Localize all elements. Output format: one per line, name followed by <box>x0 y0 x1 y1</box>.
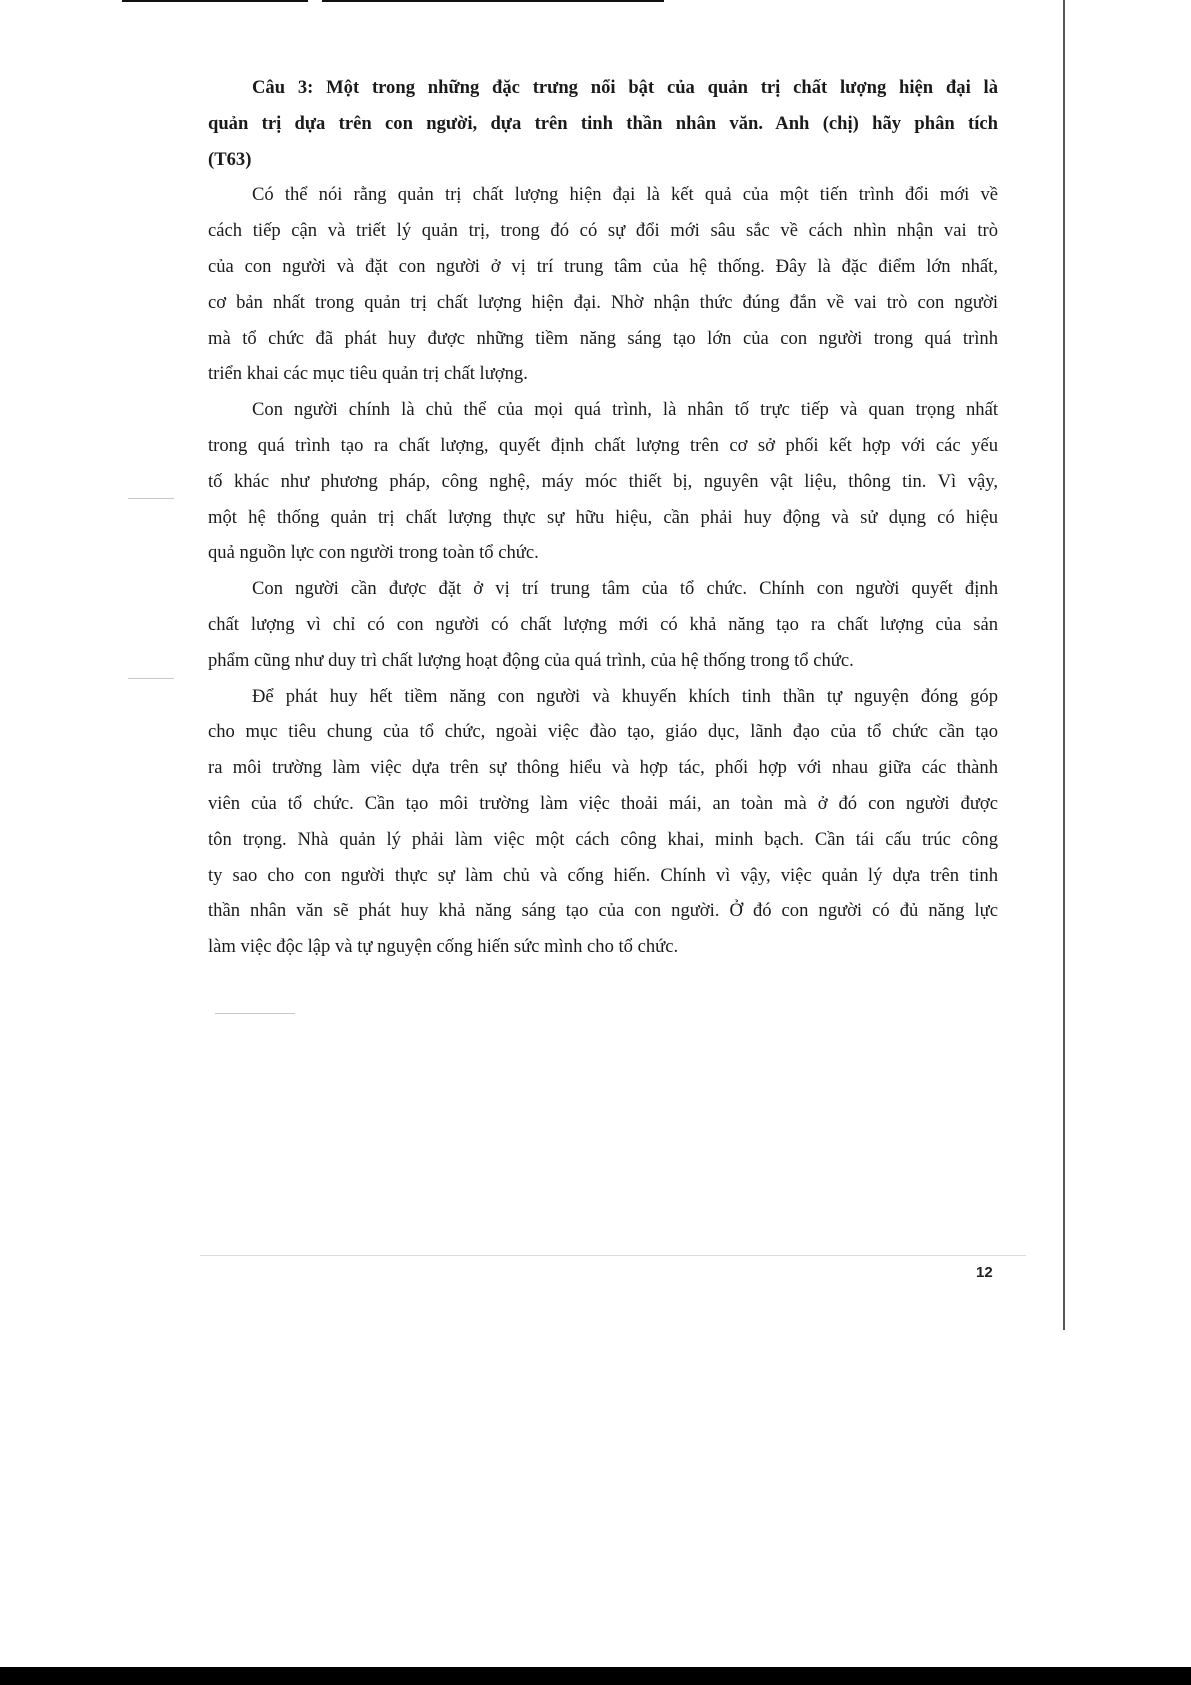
text-line: phẩm cũng như duy trì chất lượng hoạt động của quá trình, của hệ thống trong tổ chức. <box>208 649 854 671</box>
heading-line: (T63) <box>208 148 252 170</box>
scan-speck <box>200 1255 1026 1256</box>
text-line: một hệ thống quản trị chất lượng thực sự hữu hiệu, cần phải huy động và sử dụng có hiệu <box>208 506 998 528</box>
text-line: mà tổ chức đã phát huy được những tiềm năng sáng tạo lớn của con người trong quá trình <box>208 327 998 349</box>
scan-speck <box>128 498 174 499</box>
heading-line: quản trị dựa trên con người, dựa trên tinh thần nhân văn. Anh (chị) hãy phân tích <box>208 112 998 134</box>
text-line: cho mục tiêu chung của tổ chức, ngoài việc đào tạo, giáo dục, lãnh đạo của tổ chức cần tạo <box>208 721 998 743</box>
text-line: ra môi trường làm việc dựa trên sự thông hiểu và hợp tác, phối hợp với nhau giữa các thành <box>208 757 998 779</box>
text-line: thần nhân văn sẽ phát huy khả năng sáng tạo của con người. Ở đó con người có đủ năng lực <box>208 900 998 922</box>
text-line: tố khác như phương pháp, công nghệ, máy móc thiết bị, nguyên vật liệu, thông tin. Vì vậy, <box>208 470 998 492</box>
top-scan-rule-right <box>322 0 664 2</box>
paragraph-1 <box>208 177 998 392</box>
text-line: viên của tổ chức. Cần tạo môi trường làm việc thoải mái, an toàn mà ở đó con người được <box>208 792 998 814</box>
text-line: trong quá trình tạo ra chất lượng, quyết định chất lượng trên cơ sở phối kết hợp với các yếu <box>208 434 998 456</box>
text-line: triển khai các mục tiêu quản trị chất lượng. <box>208 363 528 385</box>
paragraph-2 <box>208 392 998 571</box>
paragraph-4 <box>208 679 998 965</box>
text-line: Để phát huy hết tiềm năng con người và khuyến khích tinh thần tự nguyện đóng góp <box>252 685 998 707</box>
text-line: cơ bản nhất trong quản trị chất lượng hiện đại. Nhờ nhận thức đúng đắn về vai trò con người <box>208 291 998 313</box>
text-line: làm việc độc lập và tự nguyện cống hiến sức mình cho tổ chức. <box>208 936 679 958</box>
text-line: chất lượng vì chỉ có con người có chất lượng mới có khả năng tạo ra chất lượng của sản <box>208 613 998 635</box>
heading-line: Câu 3: Một trong những đặc trưng nổi bật của quản trị chất lượng hiện đại là <box>252 77 998 98</box>
scan-bottom-edge <box>0 1667 1191 1685</box>
page-number: 12 <box>976 1264 993 1281</box>
paragraph-3 <box>208 571 998 678</box>
text-line: Con người cần được đặt ở vị trí trung tâm của tổ chức. Chính con người quyết định <box>252 578 998 600</box>
text-line: của con người và đặt con người ở vị trí trung tâm của hệ thống. Đây là đặc điểm lớn nhất, <box>208 255 998 277</box>
text-line: Con người chính là chủ thể của mọi quá trình, là nhân tố trực tiếp và quan trọng nhất <box>252 399 998 421</box>
text-line: Có thể nói rằng quản trị chất lượng hiện đại là kết quả của một tiến trình đổi mới về <box>252 184 998 206</box>
scan-right-edge <box>1063 0 1065 1330</box>
question-heading <box>208 70 998 177</box>
text-line: quả nguồn lực con người trong toàn tổ chức. <box>208 542 539 564</box>
scan-speck <box>215 1013 295 1014</box>
document-body <box>208 70 998 965</box>
text-line: ty sao cho con người thực sự làm chủ và cống hiến. Chính vì vậy, việc quản lý dựa trên tinh <box>208 864 998 886</box>
top-scan-rule-left <box>122 0 308 2</box>
scan-speck <box>128 678 174 679</box>
text-line: cách tiếp cận và triết lý quản trị, trong đó có sự đổi mới sâu sắc về cách nhìn nhận vai trò <box>208 220 998 242</box>
text-line: tôn trọng. Nhà quản lý phải làm việc một cách công khai, minh bạch. Cần tái cấu trúc công <box>208 828 998 850</box>
